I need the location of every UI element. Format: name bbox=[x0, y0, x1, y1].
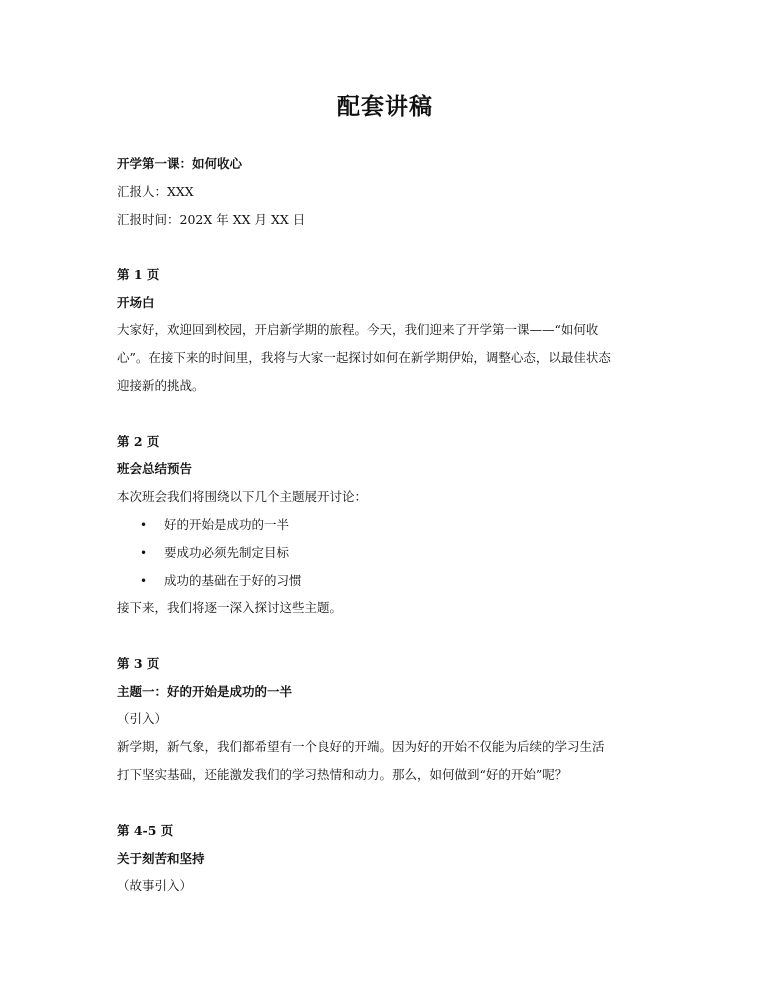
bullet-dot: • bbox=[140, 546, 148, 560]
paragraph-line: 大家好，欢迎回到校园，开启新学期的旅程。今天，我们迎来了开学第一课——“如何收 bbox=[117, 322, 599, 337]
section-note: （引入） bbox=[117, 711, 168, 726]
page-label-2: 第 2 页 bbox=[117, 434, 160, 449]
section-heading-3: 主题一：好的开始是成功的一半 bbox=[117, 684, 293, 699]
bullet-item: 成功的基础在于好的习惯 bbox=[164, 573, 302, 588]
paragraph-line: 迎接新的挑战。 bbox=[117, 378, 205, 393]
course-title: 开学第一课：如何收心 bbox=[117, 156, 243, 171]
page-label-4: 第 4-5 页 bbox=[117, 823, 174, 838]
page-label-1: 第 1 页 bbox=[117, 267, 160, 282]
section-outro: 接下来，我们将逐一深入探讨这些主题。 bbox=[117, 600, 343, 615]
section-heading-1: 开场白 bbox=[117, 295, 155, 310]
section-intro: 本次班会我们将围绕以下几个主题展开讨论： bbox=[117, 489, 368, 504]
bullet-dot: • bbox=[140, 518, 148, 532]
section-heading-4: 关于刻苦和坚持 bbox=[117, 851, 205, 866]
document-title: 配套讲稿 bbox=[337, 93, 433, 120]
bullet-item: 好的开始是成功的一半 bbox=[164, 517, 290, 532]
reporter-line: 汇报人：XXX bbox=[117, 184, 194, 199]
section-heading-2: 班会总结预告 bbox=[117, 461, 193, 476]
paragraph-line: 心”。在接下来的时间里，我将与大家一起探讨如何在新学期伊始，调整心态，以最佳状态 bbox=[117, 350, 611, 365]
bullet-item: 要成功必须先制定目标 bbox=[164, 545, 290, 560]
report-time-line: 汇报时间：202X 年 XX 月 XX 日 bbox=[117, 212, 306, 227]
section-note: （故事引入） bbox=[117, 878, 193, 893]
paragraph-line: 打下坚实基础，还能激发我们的学习热情和动力。那么，如何做到“好的开始”呢？ bbox=[117, 767, 568, 782]
paragraph-line: 新学期，新气象，我们都希望有一个良好的开端。因为好的开始不仅能为后续的学习生活 bbox=[117, 739, 605, 754]
page-label-3: 第 3 页 bbox=[117, 656, 160, 671]
bullet-dot: • bbox=[140, 574, 148, 588]
